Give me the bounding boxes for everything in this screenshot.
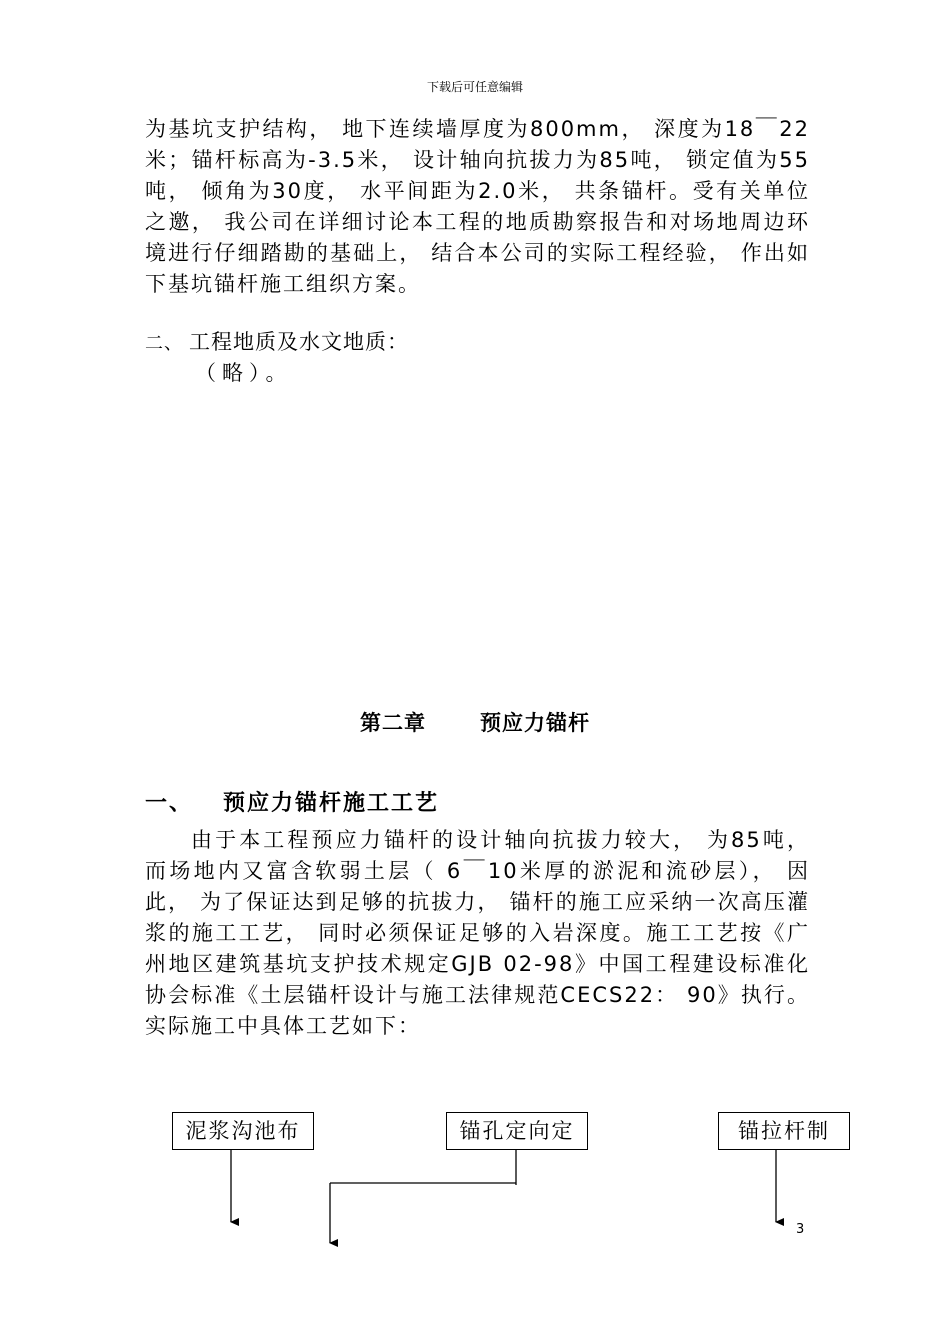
process-paragraph: 由于本工程预应力锚杆的设计轴向抗拔力较大， 为85吨， 而场地内又富含软弱土层（ 6￣10米厚的淤泥和流砂层）， 因此， 为了保证达到足够的抗拔力， 锚杆的施工应采纳一次高压灌浆的施工工艺， 同时必须保证足够的入岩深度。施工工艺按《广州地区建筑基坑支护技术规定GJB 02-98》中国工程建设标准化协会标准《土层锚杆设计与施工法律规范CECS22： 90》执行。实际施工中具体工艺如下： [145, 828, 810, 1038]
omitted-note: （略）。 [195, 361, 293, 385]
chapter-name: 预应力锚杆 [480, 711, 590, 735]
page-header: 下载后可任意编辑 [426, 80, 523, 94]
flow-box-tendon-making: 锚拉杆制 [718, 1112, 850, 1150]
section-title: 工程地质及水文地质： [189, 330, 409, 354]
section-number: 二、 [145, 333, 183, 354]
section-number: 一、 [145, 791, 194, 816]
section-title: 预应力锚杆施工工艺 [223, 791, 440, 816]
flow-box-hole-orientation: 锚孔定向定 [446, 1112, 588, 1150]
page-number: 3 [796, 1222, 805, 1237]
chapter-number: 第二章 [360, 711, 426, 735]
intro-paragraph: 为基坑支护结构， 地下连续墙厚度为800mm， 深度为18￣22米；锚杆标高为-3.5米， 设计轴向抗拔力为85吨， 锁定值为55吨， 倾角为30度， 水平间距为2.0米， 共条锚杆。受有关单位之邀， 我公司在详细讨论本工程的地质勘察报告和对场地周边环境进行仔细踏勘的基础上， 结合本公司的实际工程经验， 作出如下基坑锚杆施工组织方案。 [145, 117, 810, 296]
flow-box-mud-pit: 泥浆沟池布 [172, 1112, 314, 1150]
